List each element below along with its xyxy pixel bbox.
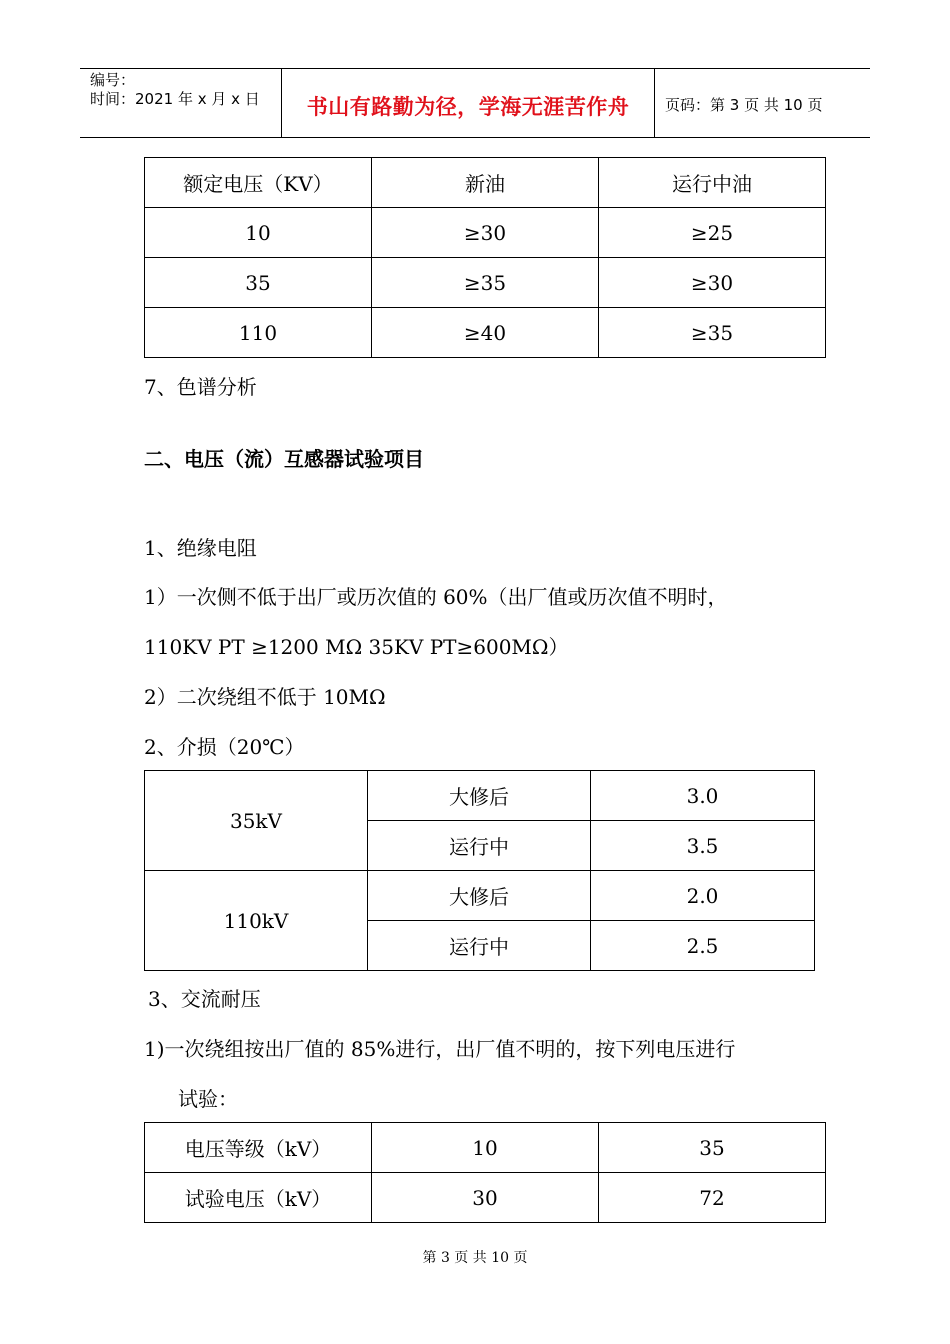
item-chromatography: 7、色谱分析 [144,375,257,399]
table-cell: 2.5 [591,921,815,971]
table-cell: ≥30 [372,208,599,258]
page-footer: 第 3 页 共 10 页 [422,1250,528,1266]
table-cell: 大修后 [368,871,591,921]
header-motto-cell [282,69,655,137]
table-cell: 72 [599,1173,826,1223]
table-cell: 运行中 [368,921,591,971]
item-ac-withstand: 3、交流耐压 [148,987,261,1011]
dielectric-loss-table [144,770,815,971]
table-cell: 试验电压（kV） [145,1173,372,1223]
oil-breakdown-table [144,157,826,358]
table-cell: ≥40 [372,308,599,358]
table-row [145,1173,826,1223]
table-cell: 35 [599,1123,826,1173]
page-header [80,68,870,138]
table-header-row [145,158,826,208]
item-insulation-resistance: 1、绝缘电阻 [144,536,257,560]
table-cell: 30 [372,1173,599,1223]
table-row [145,1123,826,1173]
table-cell: ≥30 [599,258,826,308]
table-header-cell: 运行中油 [599,158,826,208]
header-page-cell [655,69,870,137]
table-cell: 3.0 [591,771,815,821]
header-motto: 书山有路勤为径，学海无涯苦作舟 [306,95,630,119]
table-cell: 电压等级（kV） [145,1123,372,1173]
header-page-info: 页码：第 3 页 共 10 页 [665,96,823,114]
sub-item-primary-side-values: 110KV PT ≥1200 MΩ 35KV PT≥600MΩ） [144,635,569,659]
table-cell: 10 [145,208,372,258]
table-cell: 110 [145,308,372,358]
table-header-cell: 额定电压（KV） [145,158,372,208]
table-cell: 运行中 [368,821,591,871]
table-header-cell: 新油 [372,158,599,208]
number-label: 编号： [90,71,136,89]
table-row [145,771,815,821]
sub-item-test-label: 试验： [178,1087,238,1111]
header-meta-cell [80,69,282,137]
table-cell: ≥35 [372,258,599,308]
item-dielectric-loss: 2、介损（20℃） [144,735,305,759]
table-cell: ≥25 [599,208,826,258]
table-cell: ≥35 [599,308,826,358]
sub-item-secondary-winding: 2）二次绕组不低于 10MΩ [144,685,386,709]
table-cell: 大修后 [368,771,591,821]
table-row [145,208,826,258]
table-row [145,258,826,308]
table-cell: 10 [372,1123,599,1173]
test-voltage-table [144,1122,826,1223]
sub-item-primary-winding: 1)一次绕组按出厂值的 85%进行，出厂值不明的，按下列电压进行 [144,1037,736,1061]
section-heading: 二、电压（流）互感器试验项目 [144,447,424,471]
table-cell: 3.5 [591,821,815,871]
time-label: 时间：2021 年 x 月 x 日 [90,90,260,108]
table-row [145,308,826,358]
table-cell: 2.0 [591,871,815,921]
table-cell: 35 [145,258,372,308]
voltage-group-cell: 110kV [145,871,368,971]
voltage-group-cell: 35kV [145,771,368,871]
sub-item-primary-side: 1）一次侧不低于出厂或历次值的 60%（出厂值或历次值不明时， [144,585,728,609]
table-row [145,871,815,921]
